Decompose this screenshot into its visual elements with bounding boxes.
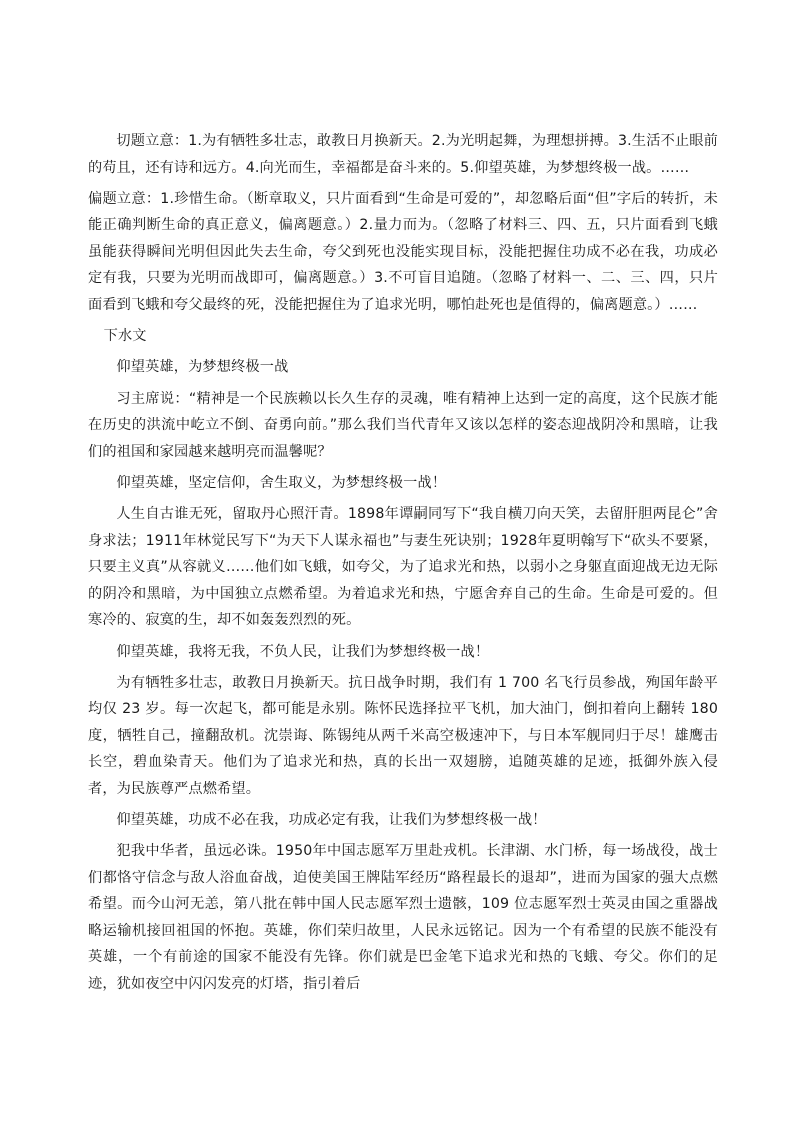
essay-paragraph-1: 人生自古谁无死，留取丹心照汗青。1898年谭嗣同写下“我自横刀向天笑，去留肝胆两昆仑”舍身求法；1911年林觉民写下“为天下人谋永福也”与妻生死诀别；1928年夏明翰写下“砍头不要紧，只要主义真”从容就义……他们如飞蛾，如夸父，为了追求光和热，以弱小之身躯直面迎战无边无际的阴冷和黑暗，为中国独立点燃希望。为着追求光和热，宁愿舍弃自己的生命。生命是可爱的。但寒冷的、寂寞的生，却不如轰轰烈烈的死。 <box>88 506 718 629</box>
document-page <box>88 128 718 1002</box>
off-topic-ideas-paragraph: 偏题立意：1.珍惜生命。（断章取义，只片面看到“生命是可爱的”，却忽略后面“但”字后的转折，未能正确判断生命的真正意义，偏离题意。）2.量力而为。（忽略了材料三、四、五，只片面看到飞蛾虽能获得瞬间光明但因此失去生命，夸父到死也没能实现目标，没能把握住功成不必在我，功成必定有我，只要为光明而战即可，偏离题意。）3.不可盲目追随。（忽略了材料一、二、三、四，只片面看到飞蛾和夸父最终的死，没能把握住为了追求光明，哪怕赴死也是值得的，偏离题意。）…… <box>88 190 718 313</box>
on-topic-ideas-paragraph: 切题立意：1.为有牺牲多壮志，敢教日月换新天。2.为光明起舞，为理想拼搏。3.生活不止眼前的苟且，还有诗和远方。4.向光而生，幸福都是奋斗来的。5.仰望英雄，为梦想终极一战。…… <box>88 133 718 176</box>
essay-paragraph-2: 为有牺牲多壮志，敢教日月换新天。抗日战争时期，我们有 1 700 名飞行员参战，殉国年龄平均仅 23 岁。每一次起飞，都可能是永别。陈怀民选择拉平飞机，加大油门，倒扣着向上翻转 180 度，牺牲自己，撞翻敌机。沈崇诲、陈锡纯从两千米高空极速冲下，与日本军舰同归于尽！雄鹰击长空，碧血染青天。他们为了追求光和热，真的长出一双翅膀，追随英雄的足迹，抵御外族入侵者，为民族尊严点燃希望。 <box>88 674 718 797</box>
essay-paragraph-intro: 习主席说：“精神是一个民族赖以长久生存的灵魂，唯有精神上达到一定的高度，这个民族才能在历史的洪流中屹立不倒、奋勇向前。”那么我们当代青年又该以怎样的姿态迎战阴冷和黑暗，让我们的祖国和家园越来越明亮而温馨呢？ <box>88 390 718 460</box>
section-label: 下水文 <box>103 328 147 345</box>
essay-paragraph-3: 犯我中华者，虽远必诛。1950年中国志愿军万里赴戎机。长津湖、水门桥，每一场战役，战士们都恪守信念与敌人浴血奋战，迫使美国王牌陆军经历“路程最长的退却”，进而为国家的强大点燃希望。而今山河无恙，第八批在韩中国人民志愿军烈士遗骸，109 位志愿军烈士英灵由国之重器战略运输机接回祖国的怀抱。英雄，你们荣归故里，人民永远铭记。因为一个有希望的民族不能没有英雄，一个有前途的国家不能没有先锋。你们就是巴金笔下追求光和热的飞蛾、夸父。你们的足迹，犹如夜空中闪闪发亮的灯塔，指引着后 <box>88 843 718 992</box>
essay-title: 仰望英雄，为梦想终极一战 <box>116 359 289 376</box>
essay-subheading-1: 仰望英雄，坚定信仰，舍生取义，为梦想终极一战！ <box>116 474 447 491</box>
essay-subheading-3: 仰望英雄，功成不必在我，功成必定有我，让我们为梦想终极一战！ <box>116 812 547 829</box>
essay-subheading-2: 仰望英雄，我将无我，不负人民，让我们为梦想终极一战！ <box>116 643 490 660</box>
